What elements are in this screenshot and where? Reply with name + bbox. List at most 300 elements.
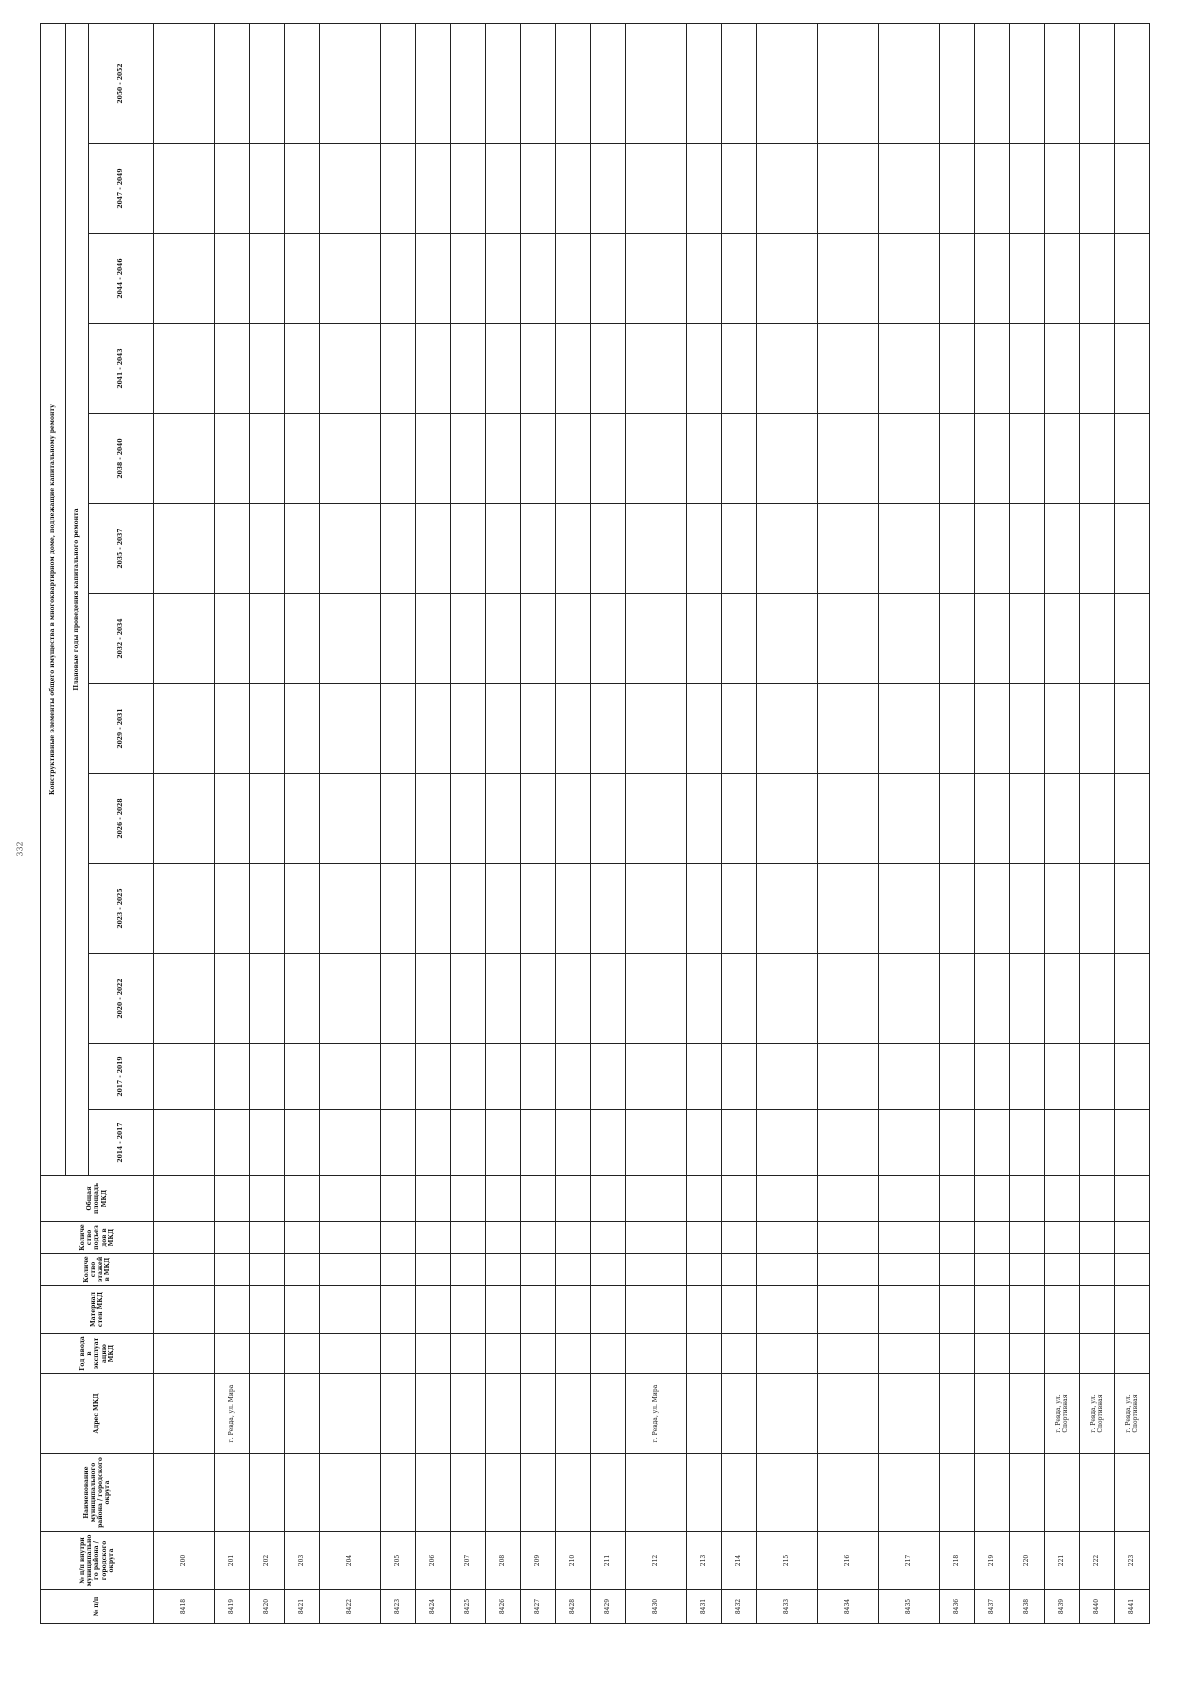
repair-cell [591, 684, 626, 774]
repair-cell [1010, 144, 1045, 234]
row-inner-number: 210 [556, 1532, 591, 1590]
row-municipality [1045, 1454, 1080, 1532]
row-address [154, 1374, 215, 1454]
row-municipality [521, 1454, 556, 1532]
repair-cell [320, 324, 381, 414]
row-entrances [626, 1222, 687, 1254]
repair-cell [1115, 864, 1150, 954]
repair-cell [940, 504, 975, 594]
repair-cell [381, 234, 416, 324]
repair-cell [451, 1044, 486, 1110]
row-address: г. Ревда, ул. Мира [626, 1374, 687, 1454]
repair-cell [486, 774, 521, 864]
table-row [215, 23, 250, 1623]
repair-cell [1010, 23, 1045, 143]
row-floors [722, 1254, 757, 1286]
row-number: 8431 [687, 1590, 722, 1624]
row-municipality [451, 1454, 486, 1532]
row-floors [818, 1254, 879, 1286]
repair-cell [722, 1044, 757, 1110]
repair-cell [722, 684, 757, 774]
repair-cell [818, 23, 879, 143]
row-floors [1010, 1254, 1045, 1286]
row-address: г. Ревда, ул. Спортивная [1115, 1374, 1150, 1454]
repair-cell [215, 144, 250, 234]
repair-cell [879, 594, 940, 684]
row-year [556, 1334, 591, 1374]
repair-cell [381, 954, 416, 1044]
repair-cell [591, 954, 626, 1044]
table-body [154, 23, 1150, 1623]
row-area [521, 1176, 556, 1222]
repair-cell [818, 954, 879, 1044]
period-header: 2044 - 2046 [89, 234, 154, 324]
table-row [154, 23, 215, 1623]
repair-cell [521, 954, 556, 1044]
row-entrances [879, 1222, 940, 1254]
repair-cell [591, 144, 626, 234]
row-material [486, 1286, 521, 1334]
repair-cell [451, 774, 486, 864]
row-number: 8423 [381, 1590, 416, 1624]
repair-cell [556, 954, 591, 1044]
row-address [250, 1374, 285, 1454]
row-entrances [556, 1222, 591, 1254]
repair-cell [1080, 324, 1115, 414]
repair-cell [320, 144, 381, 234]
repair-cell [687, 1110, 722, 1176]
repair-cell [940, 954, 975, 1044]
repair-cell [215, 954, 250, 1044]
row-year [215, 1334, 250, 1374]
table-row [521, 23, 556, 1623]
row-area [879, 1176, 940, 1222]
row-material [1010, 1286, 1045, 1334]
row-number: 8437 [975, 1590, 1010, 1624]
row-entrances [1045, 1222, 1080, 1254]
table-row [1010, 23, 1045, 1623]
repair-cell [1010, 1110, 1045, 1176]
row-material [381, 1286, 416, 1334]
repair-cell [626, 324, 687, 414]
repair-cell [879, 864, 940, 954]
row-area [1045, 1176, 1080, 1222]
row-year [1080, 1334, 1115, 1374]
row-area [722, 1176, 757, 1222]
repair-cell [1010, 684, 1045, 774]
row-material [1080, 1286, 1115, 1334]
repair-cell [250, 954, 285, 1044]
repair-cell [1045, 864, 1080, 954]
repair-cell [975, 864, 1010, 954]
repair-cell [154, 504, 215, 594]
row-inner-number: 213 [687, 1532, 722, 1590]
row-entrances [722, 1222, 757, 1254]
repair-cell [320, 234, 381, 324]
repair-cell [451, 23, 486, 143]
row-entrances [285, 1222, 320, 1254]
repair-cell [215, 864, 250, 954]
repair-cell [285, 324, 320, 414]
repair-cell [250, 1110, 285, 1176]
repair-cell [940, 234, 975, 324]
period-header: 2035 - 2037 [89, 504, 154, 594]
repair-cell [556, 504, 591, 594]
row-year [940, 1334, 975, 1374]
repair-cell [154, 774, 215, 864]
repair-cell [818, 1110, 879, 1176]
row-area [940, 1176, 975, 1222]
repair-cell [626, 144, 687, 234]
repair-cell [285, 684, 320, 774]
row-entrances [416, 1222, 451, 1254]
repair-cell [486, 1110, 521, 1176]
row-entrances [250, 1222, 285, 1254]
row-inner-number: 221 [1045, 1532, 1080, 1590]
row-area [320, 1176, 381, 1222]
repair-cell [975, 23, 1010, 143]
repair-cell [626, 864, 687, 954]
row-entrances [591, 1222, 626, 1254]
repair-cell [1115, 414, 1150, 504]
repair-cell [722, 774, 757, 864]
repair-cell [285, 594, 320, 684]
row-number: 8426 [486, 1590, 521, 1624]
row-municipality [722, 1454, 757, 1532]
repair-cell [215, 594, 250, 684]
row-floors [416, 1254, 451, 1286]
row-inner-number: 209 [521, 1532, 556, 1590]
row-inner-number: 205 [381, 1532, 416, 1590]
row-municipality [1080, 1454, 1115, 1532]
row-material [320, 1286, 381, 1334]
row-entrances [757, 1222, 818, 1254]
repair-cell [940, 594, 975, 684]
row-area [1010, 1176, 1045, 1222]
row-material [626, 1286, 687, 1334]
row-year [591, 1334, 626, 1374]
repair-cell [591, 864, 626, 954]
repair-cell [556, 864, 591, 954]
repair-cell [416, 1110, 451, 1176]
repair-cell [879, 324, 940, 414]
row-address: г. Ревда, ул. Мира [215, 1374, 250, 1454]
repair-cell [626, 594, 687, 684]
repair-cell [757, 504, 818, 594]
row-floors [591, 1254, 626, 1286]
capital-repair-table [40, 23, 1150, 1624]
row-number: 8424 [416, 1590, 451, 1624]
col-n-inner: № п/п внутри муниципального района / городского округа [41, 1532, 154, 1590]
repair-cell [250, 234, 285, 324]
row-municipality [416, 1454, 451, 1532]
row-material [416, 1286, 451, 1334]
col-n: № п/п [41, 1590, 154, 1624]
repair-cell [320, 23, 381, 143]
table-row [687, 23, 722, 1623]
repair-cell [154, 954, 215, 1044]
row-area [975, 1176, 1010, 1222]
repair-cell [818, 864, 879, 954]
repair-cell [1045, 23, 1080, 143]
row-municipality [626, 1454, 687, 1532]
row-floors [626, 1254, 687, 1286]
repair-cell [320, 504, 381, 594]
row-year [320, 1334, 381, 1374]
repair-cell [285, 414, 320, 504]
row-inner-number: 215 [757, 1532, 818, 1590]
repair-cell [940, 864, 975, 954]
repair-cell [250, 864, 285, 954]
repair-cell [626, 414, 687, 504]
row-inner-number: 202 [250, 1532, 285, 1590]
col-year: Год ввода в эксплуатацию МКД [41, 1334, 154, 1374]
repair-cell [591, 774, 626, 864]
repair-cell [722, 864, 757, 954]
row-year [1045, 1334, 1080, 1374]
row-inner-number: 203 [285, 1532, 320, 1590]
repair-cell [722, 594, 757, 684]
repair-cell [416, 23, 451, 143]
repair-cell [687, 414, 722, 504]
table-row [591, 23, 626, 1623]
repair-cell [818, 234, 879, 324]
repair-cell [1010, 1044, 1045, 1110]
col-floors: Количество этажей в МКД [41, 1254, 154, 1286]
repair-cell [381, 684, 416, 774]
repair-cell [521, 864, 556, 954]
row-address [757, 1374, 818, 1454]
repair-cell [451, 414, 486, 504]
row-area [486, 1176, 521, 1222]
repair-cell [818, 774, 879, 864]
repair-cell [1045, 954, 1080, 1044]
repair-cell [250, 594, 285, 684]
repair-cell [320, 684, 381, 774]
row-address: г. Ревда, ул. Спортивная [1045, 1374, 1080, 1454]
repair-cell [1010, 774, 1045, 864]
row-municipality [486, 1454, 521, 1532]
repair-cell [1010, 954, 1045, 1044]
repair-cell [687, 684, 722, 774]
row-municipality [381, 1454, 416, 1532]
row-municipality [687, 1454, 722, 1532]
repair-cell [1010, 234, 1045, 324]
repair-cell [818, 144, 879, 234]
row-number: 8439 [1045, 1590, 1080, 1624]
repair-cell [320, 594, 381, 684]
row-area [154, 1176, 215, 1222]
row-area [1080, 1176, 1115, 1222]
row-floors [154, 1254, 215, 1286]
repair-cell [722, 414, 757, 504]
row-year [1010, 1334, 1045, 1374]
repair-cell [215, 234, 250, 324]
row-floors [451, 1254, 486, 1286]
repair-cell [320, 774, 381, 864]
row-area [591, 1176, 626, 1222]
row-inner-number: 212 [626, 1532, 687, 1590]
row-municipality [940, 1454, 975, 1532]
repair-cell [1010, 414, 1045, 504]
repair-cell [879, 684, 940, 774]
row-inner-number: 214 [722, 1532, 757, 1590]
repair-cell [1115, 774, 1150, 864]
table-row [556, 23, 591, 1623]
row-address [451, 1374, 486, 1454]
repair-cell [975, 774, 1010, 864]
table-row [879, 23, 940, 1623]
repair-cell [687, 594, 722, 684]
row-inner-number: 201 [215, 1532, 250, 1590]
row-material [687, 1286, 722, 1334]
repair-cell [975, 504, 1010, 594]
row-municipality [879, 1454, 940, 1532]
repair-cell [154, 144, 215, 234]
repair-cell [1115, 324, 1150, 414]
repair-cell [818, 324, 879, 414]
row-number: 8432 [722, 1590, 757, 1624]
repair-cell [591, 504, 626, 594]
repair-cell [381, 774, 416, 864]
row-area [416, 1176, 451, 1222]
repair-cell [381, 324, 416, 414]
repair-cell [250, 774, 285, 864]
repair-cell [521, 1044, 556, 1110]
row-address: г. Ревда, ул. Спортивная [1080, 1374, 1115, 1454]
repair-cell [556, 594, 591, 684]
repair-cell [556, 23, 591, 143]
period-header: 2014 - 2017 [89, 1110, 154, 1176]
repair-cell [940, 414, 975, 504]
row-area [818, 1176, 879, 1222]
repair-cell [381, 864, 416, 954]
repair-cell [722, 504, 757, 594]
row-address [486, 1374, 521, 1454]
repair-cell [591, 594, 626, 684]
repair-cell [250, 23, 285, 143]
repair-cell [486, 234, 521, 324]
table-row [722, 23, 757, 1623]
period-header: 2038 - 2040 [89, 414, 154, 504]
row-entrances [1115, 1222, 1150, 1254]
repair-cell [451, 684, 486, 774]
row-material [215, 1286, 250, 1334]
repair-cell [285, 774, 320, 864]
row-year [154, 1334, 215, 1374]
repair-cell [1080, 23, 1115, 143]
repair-cell [818, 1044, 879, 1110]
row-municipality [320, 1454, 381, 1532]
row-number: 8434 [818, 1590, 879, 1624]
repair-cell [1115, 954, 1150, 1044]
repair-cell [154, 864, 215, 954]
col-material: Материал стен МКД [41, 1286, 154, 1334]
row-area [250, 1176, 285, 1222]
subgroup-header: Плановые годы проведения капитального ремонта [66, 23, 89, 1175]
repair-cell [1115, 594, 1150, 684]
row-entrances [521, 1222, 556, 1254]
repair-cell [381, 1044, 416, 1110]
repair-cell [626, 684, 687, 774]
repair-cell [521, 684, 556, 774]
row-material [879, 1286, 940, 1334]
table-row [486, 23, 521, 1623]
row-address [722, 1374, 757, 1454]
row-material [818, 1286, 879, 1334]
row-number: 8436 [940, 1590, 975, 1624]
repair-cell [1115, 1110, 1150, 1176]
repair-cell [416, 414, 451, 504]
row-inner-number: 219 [975, 1532, 1010, 1590]
row-floors [381, 1254, 416, 1286]
repair-cell [416, 504, 451, 594]
repair-cell [1080, 774, 1115, 864]
repair-cell [416, 954, 451, 1044]
repair-cell [626, 504, 687, 594]
repair-cell [215, 684, 250, 774]
row-area [687, 1176, 722, 1222]
repair-cell [556, 1110, 591, 1176]
row-area [626, 1176, 687, 1222]
repair-cell [285, 23, 320, 143]
row-entrances [1010, 1222, 1045, 1254]
repair-cell [250, 324, 285, 414]
repair-cell [381, 23, 416, 143]
repair-cell [757, 864, 818, 954]
repair-cell [1115, 684, 1150, 774]
row-year [757, 1334, 818, 1374]
repair-cell [591, 234, 626, 324]
repair-cell [320, 1044, 381, 1110]
repair-cell [486, 684, 521, 774]
repair-cell [687, 504, 722, 594]
repair-cell [556, 1044, 591, 1110]
repair-cell [451, 324, 486, 414]
row-number: 8422 [320, 1590, 381, 1624]
repair-cell [940, 774, 975, 864]
repair-cell [556, 684, 591, 774]
repair-cell [1045, 594, 1080, 684]
repair-cell [687, 774, 722, 864]
row-floors [486, 1254, 521, 1286]
repair-cell [818, 414, 879, 504]
repair-cell [320, 864, 381, 954]
repair-cell [451, 144, 486, 234]
row-municipality [556, 1454, 591, 1532]
repair-cell [757, 774, 818, 864]
repair-cell [757, 23, 818, 143]
row-number: 8418 [154, 1590, 215, 1624]
row-inner-number: 223 [1115, 1532, 1150, 1590]
row-year [451, 1334, 486, 1374]
repair-cell [879, 1110, 940, 1176]
repair-cell [285, 144, 320, 234]
repair-cell [154, 684, 215, 774]
repair-cell [320, 954, 381, 1044]
row-municipality [818, 1454, 879, 1532]
repair-cell [416, 144, 451, 234]
repair-cell [626, 1110, 687, 1176]
repair-cell [285, 864, 320, 954]
row-inner-number: 208 [486, 1532, 521, 1590]
repair-cell [879, 23, 940, 143]
repair-cell [757, 1044, 818, 1110]
row-number: 8421 [285, 1590, 320, 1624]
repair-cell [451, 594, 486, 684]
repair-cell [556, 414, 591, 504]
row-number: 8433 [757, 1590, 818, 1624]
